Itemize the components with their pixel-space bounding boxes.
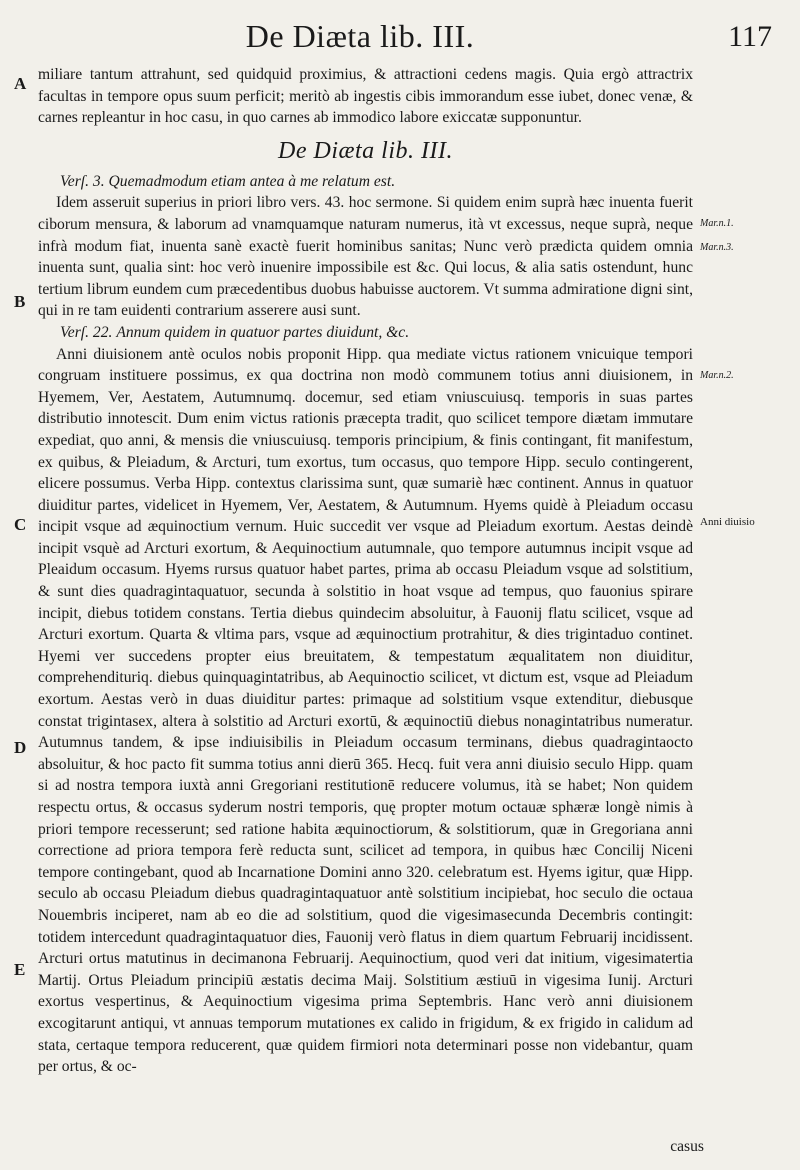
- margin-letter-d: D: [14, 738, 27, 757]
- margin-letter-a: A: [14, 74, 27, 93]
- verse-reference-22: [38, 322, 693, 344]
- running-title: De Diæta lib. III.: [245, 18, 475, 54]
- page-number: 117: [728, 20, 772, 53]
- running-head: [0, 18, 800, 58]
- side-note-mar-n2: Mar.n.2.: [700, 370, 734, 381]
- verse-lemma: Annum quidem in quatuor partes diuidunt, &c.: [116, 323, 410, 341]
- paragraph-continuation: miliare tantum attrahunt, sed quidquid proximius, & attractioni cedens magis. Quia ergò attractrix facultas in tempore opus suum perficit; meritò ab ingestis cibis immorandum esse iubet, donec venæ, & carnes repleantur in hoc casu, in quo carnes ab immodico labore exiccatæ supponuntur.: [38, 66, 693, 127]
- paragraph-commentary-1: Idem asseruit superius in priori libro vers. 43. hoc sermone. Si quidem enim suprà hæc inuenta fuerit ciborum mensura, & laborum ad vnamquamque naturam numerus, ità vt excessus, neque suprà, neque infrà modum fiat, inuenta sanè exactè fuerit hominibus sanitas; Nunc verò prædicta quidem omnia inuenta sunt, qualia sint: hoc verò inuenire impossibile est &c. Qui locus, & alia satis ostendunt, hunc tertium librum eundem cum præcedentibus duobus habuisse auctorem. Vt summa admiratione digni sint, qui in re tam euidenti contrarium asserere ausi sunt.: [38, 194, 693, 320]
- verse-reference-3: [38, 171, 693, 193]
- verse-label: Verſ. 3.: [60, 172, 105, 190]
- side-note-mar-n1: Mar.n.1.: [700, 218, 734, 229]
- side-note-mar-n3: Mar.n.3.: [700, 242, 734, 253]
- verse-label: Verſ. 22.: [60, 323, 113, 341]
- verse-lemma: Quemadmodum etiam antea à me relatum est.: [108, 172, 396, 190]
- catchword: casus: [670, 1138, 704, 1155]
- margin-letter-b: B: [14, 292, 26, 311]
- section-heading: De Diæta lib. III.: [278, 137, 453, 164]
- side-note-anni-diuisio: Anni diuisio: [700, 516, 755, 528]
- margin-letter-c: C: [14, 515, 27, 534]
- margin-letter-e: E: [14, 960, 26, 979]
- main-text: [38, 64, 693, 1078]
- paragraph-commentary-2: Anni diuisionem antè oculos nobis proponit Hipp. qua mediate victus rationem vnicuique tempori congruam instituere possimus, ex qua doctrina non modò communem totius anni diuisionem, in Hyemem, Ver, Aestatem, Autumnumq. docemur, sed etiam vniuscuiusq. temporis in suas partes distributio innotescit. Dum enim victus rationis præcepta tradit, quo scilicet tempore diætam immutare expediat, quo anni, & mensis die vniuscuiusq. temporis principium, & finis contingant, fit manifestum, ex quibus, & Pleiadum, & Arcturi, tum exortus, tum occasus, quo tempore Hipp. seculo contingerent, elicere possumus. Verba Hipp. contextus clarissima sunt, quæ sumariè hæc continent. Annus in quatuor diuiditur partes, videlicet in Hyemem, Ver, Aestatem, & Autumnum. Hyems quidè à Pleiadum occasu incipit vsque ad æquinoctium vernum. Huic succedit ver vsque ad Pleiadum exortum. Aestas deindè incipit vsquè ad Arcturi exortum, & Aequinoctium autumnale, quo tempore autumnus incipit vsque ad Pleaidum occasum. Hyems rursus quatuor habet partes, prima ab occasu Pleiadum vsque ad solstitium, & sunt dies quadragintaquatuor, secunda à solstitio in hoat vsque ad tempus, quo fauonius spirare incipit, diebus totidem constans. Tertia diebus quindecim absoluitur, à Fauonij flatu scilicet, vsque ad Arcturi exortum. Quarta & vltima pars, vsque ad æquinoctium protrahitur, & dies trigintaduo continet. Hyemi ver succedens propter eius breuitatem, & tempestatum æqualitatem non diuiditur, comprehendituriq. diebus quinquagintatribus, ab Aequinoctio scilicet, vt dictum est, vsque ad Pleiadum exortum. Aestas verò in duas diuiditur partes: primaque ad solstitium vsque extenditur, diebusque constat trigintasex, altera à solstitio ad Arcturi exortū, & æquinoctiū diebus nonagintatribus numeratur. Autumnus tandem, & ipse indiuisibilis in Pleiadum occasum terminans, diebus quadragintaocto absoluitur, & hoc pacto fit summa totius anni dierū 365. Hecq. fuit vera anni diuisio seculo Hipp. quam si ad nostra tempora iuxtà anni Gregoriani restitutionē reducere volumus, ità se habet; Non quidem respectu ortus, & occasus syderum nostri temporis, quę propter motum octauæ sphæræ longè nimis à priori tempore recesserunt; sed ratione habita æquinoctiorum, & solstitiorum, quæ in Gregoriana anni correctione ad priora tempora ferè reducta sunt, scilicet ad tempora, in quibus hæc Concilij Niceni tempore contingebant, quod ab Incarnatione Domini anno 320. celebratum est. Hyems igitur, quæ Hipp. seculo ab occasu Pleiadum diebus quadragintaquatuor antè solstitium incipiebat, hoc seculo die octaua Nouembris inciperet, nam ab eo die ad solstitium, quod die vigesimasecunda Decembris contingit: totidem intercedunt quadragintaquatuor dies, Fauonij verò flatus in diem quartum Februarij incidissent. Arcturi ortus matutinus in decimanona Februarij. Aequinoctium, quod veri dat initium, vigesimatertia Martij. Ortus Pleiadum principiū æstatis decima Maij. Solstitium æstiuū in vigesima Iunij. Arcturi exortus vespertinus, & Aequinoctium vigesima prima Septembris. Hanc verò anni diuisionem excogitarunt antiqui, vt annuas temporum mutationes ex calido in frigidum, & ex frigido in calidum ad stata, certaque tempora reducerent, quæ quidem firmiori nota determinari posse non videbantur, quam per ortus, & oc-: [38, 345, 693, 1076]
